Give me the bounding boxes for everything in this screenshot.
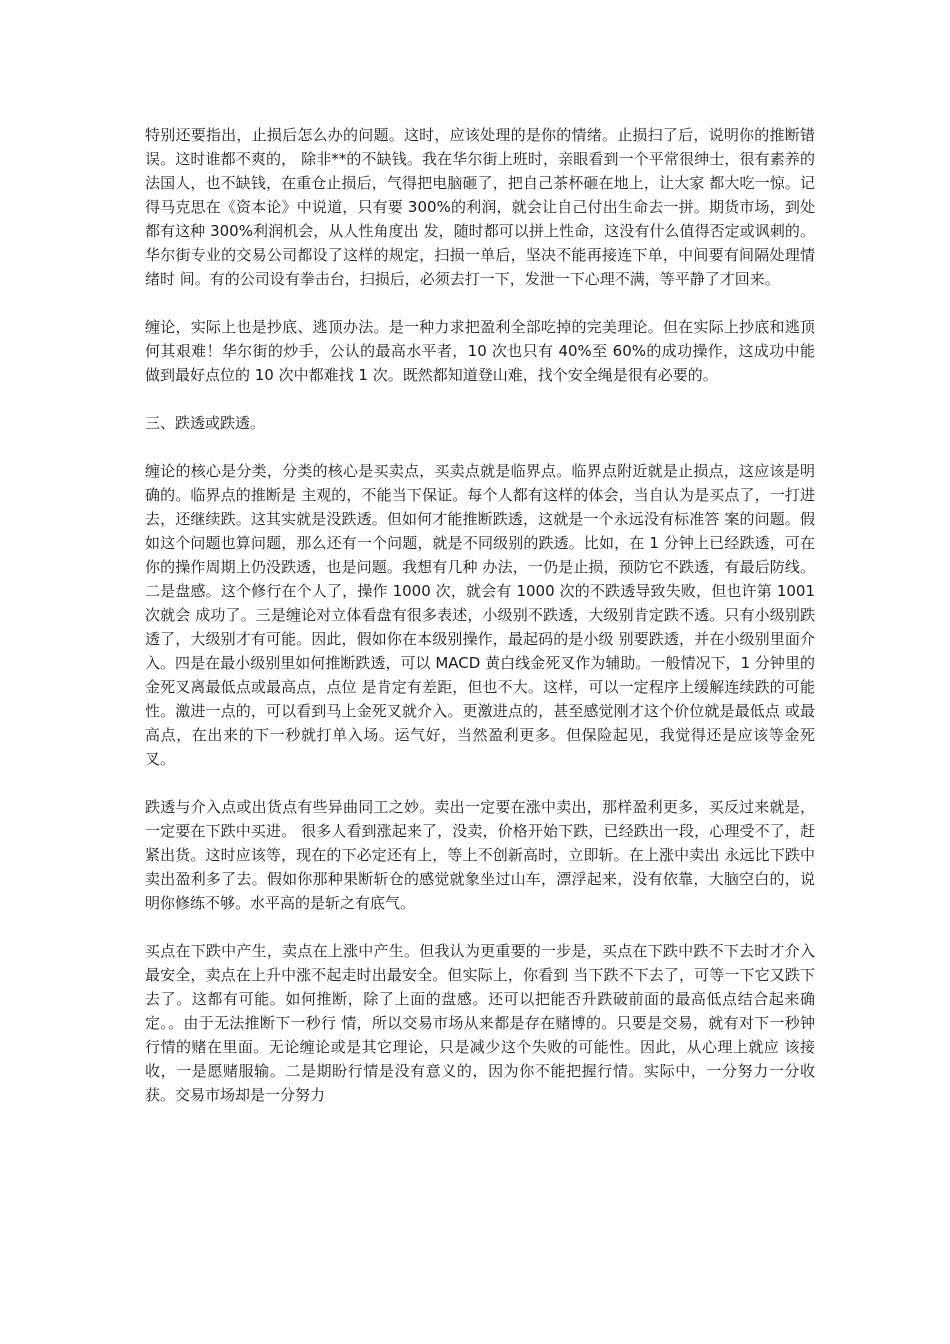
paragraph-buy-sell-points: 买点在下跌中产生，卖点在上涨中产生。但我认为更重要的一步是，买点在下跌中跌不下去时才介入最安全，卖点在上升中涨不起走时出最安全。但实际上，你看到 当下跌不下去了，可等一下它又跌下去了。这都有可能。如何推断，除了上面的盘感。还可以把能否升跌破前面的最高低点结合起来确定。。由于无法推断下一秒行 情，所以交易市场从来都是存在赌博的。只要是交易，就有对下一秒钟行情的赌在里面。无论缠论或是其它理论，只是减少这个失败的可能性。因此，从心理上就应 该接收，一是愿赌服输。二是期盼行情是没有意义的，因为你不能把握行情。实际中，一分努力一分收获。交易市场却是一分努力 xyxy=(145,942,815,1104)
document-body xyxy=(145,123,815,1131)
section-heading: 三、跌透或跌透。 xyxy=(145,414,266,432)
paragraph-entry-exit-points: 跌透与介入点或出货点有些异曲同工之妙。卖出一定要在涨中卖出，那样盈利更多，买反过来就是，一定要在下跌中买进。 很多人看到涨起来了，没卖，价格开始下跌，已经跌出一段，心理受不了，赶紧出货。这时应该等，现在的下必定还有上，等上不创新高时，立即斩。在上涨中卖出 永远比下跌中卖出盈利多了去。假如你那种果断斩仓的感觉就象坐过山车，漂浮起来，没有依靠，大脑空白的，说明你修练不够。水平高的是斩之有底气。 xyxy=(145,798,815,912)
paragraph-classification-core: 缠论的核心是分类，分类的核心是买卖点，买卖点就是临界点。临界点附近就是止损点，这应该是明确的。临界点的推断是 主观的，不能当下保证。每个人都有这样的体会，当自认为是买点了，一打进去，还继续跌。这其实就是没跌透。但如何才能推断跌透，这就是一个永远没有标准答 案的问题。假如这个问题也算问题，那么还有一个问题，就是不同级别的跌透。比如，在 1 分钟上已经跌透，可在你的操作周期上仍没跌透，也是问题。我想有几种 办法，一仍是止损，预防它不跌透，有最后防线。二是盘感。这个修行在个人了，操作 1000 次，就会有 1000 次的不跌透导致失败，但也许第 1001 次就会 成功了。三是缠论对立体看盘有很多表述，小级别不跌透，大级别肯定跌不透。只有小级别跌透了，大级别才有可能。因此，假如你在本级别操作，最起码的是小级 别要跌透，并在小级别里面介入。四是在最小级别里如何推断跌透，可以 MACD 黄白线金死叉作为辅助。一般情况下，1 分钟里的金死叉离最低点或最高点，点位 是肯定有差距，但也不大。这样，可以一定程序上缓解连续跌的可能性。激进一点的，可以看到马上金死叉就介入。更激进点的，甚至感觉刚才这个价位就是最低点 或最高点，在出来的下一秒就打单入场。运气好，当然盈利更多。但保险起见，我觉得还是应该等金死叉。 xyxy=(145,462,815,768)
paragraph-stop-loss-emotion: 特别还要指出，止损后怎么办的问题。这时，应该处理的是你的情绪。止损扫了后，说明你的推断错误。这时谁都不爽的， 除非**的不缺钱。我在华尔街上班时，亲眼看到一个平常很绅士，很有素养的法国人，也不缺钱，在重仓止损后，气得把电脑砸了，把自己茶杯砸在地上，让大家 都大吃一惊。记得马克思在《资本论》中说道，只有要 300%的利润，就会让自己付出生命去一拼。期货市场，到处都有这种 300%利润机会，从人性角度出 发，随时都可以拼上性命，这没有什么值得否定或讽刺的。华尔街专业的交易公司都设了这样的规定，扫损一单后，坚决不能再接连下单，中间要有间隔处理情绪时 间。有的公司设有拳击台，扫损后，必须去打一下，发泄一下心理不满，等平静了才回来。 xyxy=(145,126,815,288)
paragraph-chan-theory-bottom-top: 缠论，实际上也是抄底、逃顶办法。是一种力求把盈利全部吃掉的完美理论。但在实际上抄底和逃顶何其艰难！华尔街的炒手，公认的最高水平者，10 次也只有 40%至 60%的成功操作，这成功中能做到最好点位的 10 次中都难找 1 次。既然都知道登山难，找个安全绳是很有必要的。 xyxy=(145,318,815,384)
